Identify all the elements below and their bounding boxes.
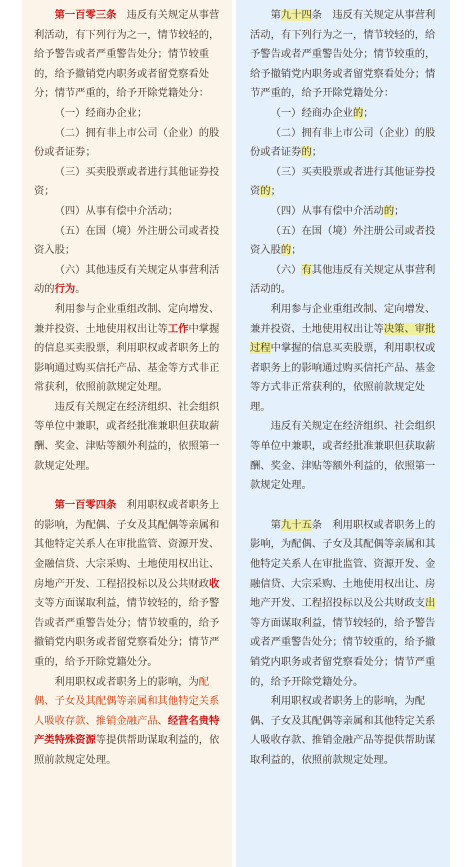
changed-text: 决策、审批过程 <box>250 322 436 355</box>
article-94-title: 第九十四条 <box>270 9 323 21</box>
article-103-item-4: （四）从事有偿中介活动； <box>54 204 179 217</box>
changed-text: 经营名贵特产类特殊资源 <box>34 714 220 747</box>
article-94-item-3: （三）买卖股票或者进行其他证券投资的； <box>250 165 436 198</box>
article-104-title: 第一百零四条 <box>54 499 117 512</box>
article-94-item-2: （二）拥有非上市公司（企业）的股份或者证券的； <box>250 126 436 159</box>
article-gap <box>250 496 440 516</box>
article-104-intro: 第一百零四条 利用职权或者职务上的影响，为配偶、子女及其配偶等亲属和其他特定关系人在审批监管、资源开发、金融信贷、大宗采购、土地使用权出让、房地产开发、工程招投标以及公共财政收支等方面谋取利益，情节较轻的，给予警告或者严重警告处分；情节较重的，给予撤销党内职务或者留党察看处分；情节严重的，给予开除党籍处分。 <box>34 499 220 668</box>
article-103-item-6: （六）其他违反有关规定从事营利活动的行为。 <box>34 263 220 296</box>
article-103-paragraph-2: 利用参与企业重组改制、定向增发、兼并投资、土地使用权出让等工作中掌握的信息买卖股票，利用职权或者职务上的影响通过购买信托产品、基金等方式非正常获利，依照前款规定处理。 <box>34 302 220 394</box>
article-95-paragraph-2: 利用职权或者职务上的影响，为配偶、子女及其配偶等亲属和其他特定关系人吸收存款、推销金融产品等提供帮助谋取利益的，依照前款规定处理。 <box>250 695 436 766</box>
changed-text: 配偶、子女及其配偶等亲属和其他特定关系人吸收存款、推销金融产品、 <box>34 675 220 727</box>
article-94-paragraph-2: 利用参与企业重组改制、定向增发、兼并投资、土地使用权出让等决策、审批过程中掌握的信息买卖股票，利用职权或者职务上的影响通过购买信托产品、基金等方式非正常获利的，依照前款规定处理。 <box>250 302 436 413</box>
article-103-title: 第一百零三条 <box>54 9 117 21</box>
article-103-paragraph-3: 违反有关规定在经济组织、社会组织等单位中兼职，或者经批准兼职但获取薪酬、奖金、津贴等额外利益的，依照第一款规定处理。 <box>34 400 220 472</box>
article-gap <box>34 476 222 496</box>
changed-text: 出 <box>425 597 436 610</box>
article-94-paragraph-3: 违反有关规定在经济组织、社会组织等单位中兼职，或者经批准兼职但获取薪酬、奖金、津贴等额外利益的，依照第一款规定处理。 <box>250 420 436 492</box>
article-94-intro: 第九十四条 违反有关规定从事营利活动，有下列行为之一，情节较轻的，给予警告或者严重警告处分；情节较重的，给予撤销党内职务或者留党察看处分；情节严重的，给予开除党籍处分： <box>250 9 436 100</box>
right-column-old-version <box>236 0 450 867</box>
article-103-item-5: （五）在国（境）外注册公司或者投资入股； <box>34 224 220 257</box>
article-94-item-6: （六）有其他违反有关规定从事营利活动的。 <box>250 263 436 296</box>
left-column-new-version <box>22 0 232 867</box>
article-103-item-3: （三）买卖股票或者进行其他证券投资； <box>34 165 220 198</box>
article-94-item-1: （一）经商办企业的； <box>270 106 374 119</box>
article-103-item-2: （二）拥有非上市公司（企业）的股份或者证券； <box>34 126 220 159</box>
article-94-item-5: （五）在国（境）外注册公司或者投资入股的； <box>250 224 436 257</box>
changed-text: 收 <box>209 577 220 590</box>
article-103-item-1: （一）经商办企业； <box>54 106 148 119</box>
article-95-intro: 第九十五条 利用职权或者职务上的影响，为配偶、子女及其配偶等亲属和其他特定关系人在审批监管、资源开发、金融信贷、大宗采购、土地使用权出让、房地产开发、工程招投标以及公共财政支出等方面谋取利益，情节较轻的，给予警告或者严重警告处分；情节较重的，给予撤销党内职务或者留党察看处分；情节严重的，给予开除党籍处分。 <box>250 518 436 688</box>
article-94-item-4: （四）从事有偿中介活动的； <box>270 204 405 217</box>
changed-text: 工作 <box>167 322 189 335</box>
article-95-title: 第九十五条 <box>270 518 323 531</box>
article-103-intro: 第一百零三条 违反有关规定从事营利活动，有下列行为之一，情节较轻的，给予警告或者严重警告处分；情节较重的，给予撤销党内职务或者留党察看处分；情节严重的，给予开除党籍处分： <box>34 9 220 100</box>
changed-text: 行为 <box>54 283 76 296</box>
article-104-paragraph-2: 利用职权或者职务上的影响，为配偶、子女及其配偶等亲属和其他特定关系人吸收存款、推销金融产品、经营名贵特产类特殊资源等提供帮助谋取利益的，依照前款规定处理。 <box>34 675 220 766</box>
